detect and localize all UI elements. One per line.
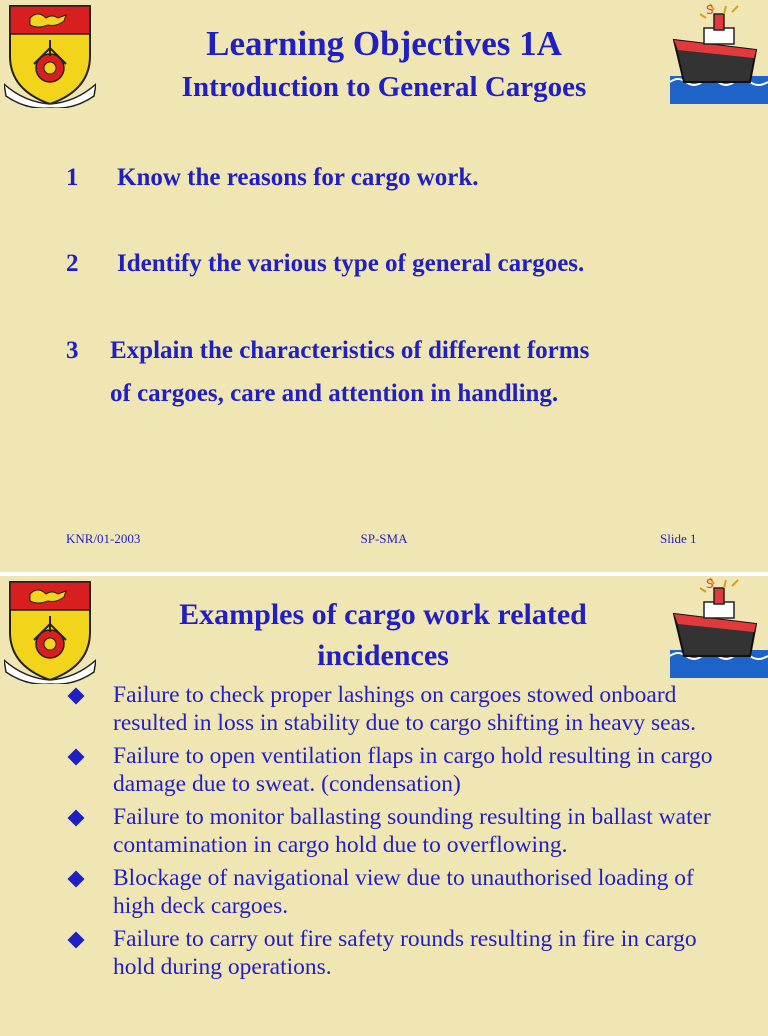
list-item: [66, 743, 726, 798]
list-item: [66, 865, 726, 920]
diamond-bullet-icon: [68, 810, 85, 827]
objective-text-continued: of cargoes, care and attention in handling.: [110, 380, 559, 407]
objective-number: 1: [66, 164, 79, 191]
list-item: [66, 926, 726, 981]
crest-icon: [4, 580, 96, 684]
objective-text: Know the reasons for cargo work.: [117, 164, 479, 191]
svg-text:S: S: [706, 577, 714, 591]
footer-code: KNR/01-2003: [66, 531, 141, 546]
objective-text: Explain the characteristics of different forms: [110, 337, 590, 364]
objective-number: 2: [66, 250, 79, 277]
list-item-text: Failure to monitor ballasting sounding resulting in ballast water contamination in cargo hold due to overflowing.: [113, 804, 711, 858]
list-item-text: Blockage of navigational view due to unauthorised loading of high deck cargoes.: [113, 865, 694, 919]
diamond-bullet-icon: [68, 749, 85, 766]
slide-2-title-line-2: incidences: [317, 639, 449, 672]
list-item-text: Failure to carry out fire safety rounds resulting in fire in cargo hold during operations.: [113, 926, 697, 980]
list-item-text: Failure to open ventilation flaps in cargo hold resulting in cargo damage due to sweat. (condensation): [113, 743, 713, 797]
slide-1-subtitle: Introduction to General Cargoes: [181, 71, 587, 103]
diamond-bullet-icon: [68, 688, 85, 705]
list-item-text: Failure to check proper lashings on cargoes stowed onboard resulted in loss in stability due to cargo shifting in heavy seas.: [113, 682, 697, 736]
objective-text: Identify the various type of general cargoes.: [117, 250, 585, 277]
slide-2-title: [130, 594, 636, 676]
ship-icon: [670, 2, 768, 104]
list-item: [66, 804, 726, 859]
ship-icon: [670, 576, 768, 678]
footer-center: SP-SMA: [360, 531, 408, 546]
footer-slide-number: Slide 1: [660, 531, 697, 546]
slide-1-title: Learning Objectives 1A: [206, 24, 562, 63]
diamond-bullet-icon: [68, 932, 85, 949]
objective-number: 3: [66, 337, 79, 364]
list-item: [66, 682, 726, 737]
incidence-list: [66, 682, 726, 987]
slide-2-title-line-1: Examples of cargo work related: [179, 598, 587, 631]
diamond-bullet-icon: [68, 871, 85, 888]
svg-text:S: S: [706, 3, 714, 17]
